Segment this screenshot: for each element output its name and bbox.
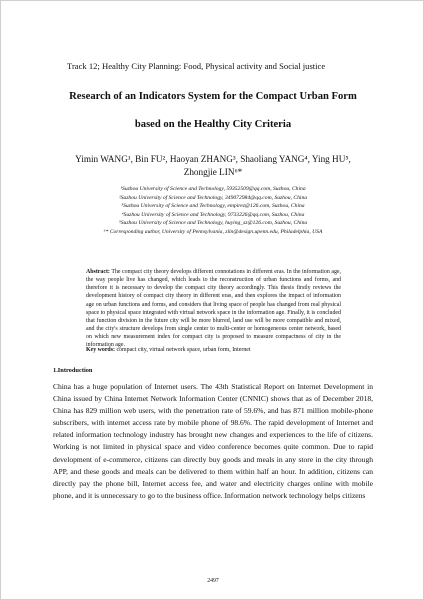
- title-line-2: based on the Healthy City Criteria: [134, 119, 292, 130]
- body-paragraph: China has a huge population of Internet users. The 43th Statistical Report on Internet Development in China issued by China Internet Network Information Center (CNNIC) shows that as of December 2018, China has 829 million web users, with the penetration rate of 59.6%, and has 871 million mobile-phone subscribers, with internet access rate by mobile phone of 98.6%. The rapid development of Internet and related information technology industry has brought new changes and experiences to the life of citizens. Working is not limited in physical space and video conference becomes quite common. Due to rapid development of e-commerce, citizens can directly buy goods and meals in any store in the city through APP, and these goods and meals can be delivered to them within half an hour. In addition, citizens can directly pay the phone bill, Internet access fee, and water and electricity charges online with mobile phone, and it is unnecessary to go to the business office. Information network technology helps citizens: [53, 382, 373, 500]
- paper-title: [41, 83, 385, 139]
- keywords: [86, 346, 341, 354]
- abstract-label: Abstract:: [86, 269, 110, 275]
- page-number: 2497: [207, 578, 219, 584]
- authors-line-1: Yimin WANG¹, Bin FU², Haoyan ZHANG³, Shaoliang YANG⁴, Ying HU⁵,: [75, 154, 351, 164]
- title-line-1: Research of an Indicators System for the Compact Urban Form: [69, 91, 357, 102]
- section-heading: 1.Introduction: [53, 367, 93, 374]
- track-line: Track 12; Healthy City Planning: Food, Physical activity and Social justice: [67, 61, 326, 71]
- affiliation-6: ⁶* Corresponding author, University of Pennsylvania, zlin@design.upenn.edu, Philadelphia, USA: [103, 228, 323, 235]
- author-list: [45, 153, 381, 179]
- affiliations: [51, 185, 375, 237]
- keywords-label: Key words:: [86, 347, 115, 353]
- keywords-text: compact city, virtual network space, urban form, Internet: [116, 347, 251, 353]
- authors-line-2: Zhongjie LIN⁶*: [183, 167, 243, 177]
- abstract-text: The compact city theory develops different connotations in different eras. In the information age, the way people live has changed, which leads to the reconstruction of urban functions and forms, and therefore it is necessary to develop the compact city theory accordingly. This thesis firstly reviews the development history of compact city theory in different eras, and then explores the impact of information age on urban functions and forms, and considers that living space of people has changed from real physical space to physical space integrated with virtual network space in the information age. Finally, it is concluded that function division in the future city will be more blurred, land use will be more compatible and mixed, and the city's structure develops from single center to multi-center or homogeneous center network, based on which new measurement index for compact city is proposed to measure compactness of city in the information age.: [86, 269, 341, 349]
- affiliation-1: ¹Suzhou University of Science and Technology, 59352509@qq.com, Suzhou, China: [120, 186, 306, 192]
- abstract: [86, 268, 341, 350]
- affiliation-4: ⁴Suzhou University of Science and Technology, 9733226@qq.com, Suzhou, China: [121, 211, 305, 218]
- affiliation-5: ⁵Suzhou University of Science and Technology, huying_sz@126.com, Suzhou, China: [118, 220, 308, 227]
- affiliation-3: ³Suzhou University of Science and Technology, empirez@126.com, Suzhou, China: [121, 203, 305, 210]
- affiliation-2: ²Suzhou University of Science and Technology, 349072984@qq.com, Suzhou, China: [118, 194, 308, 201]
